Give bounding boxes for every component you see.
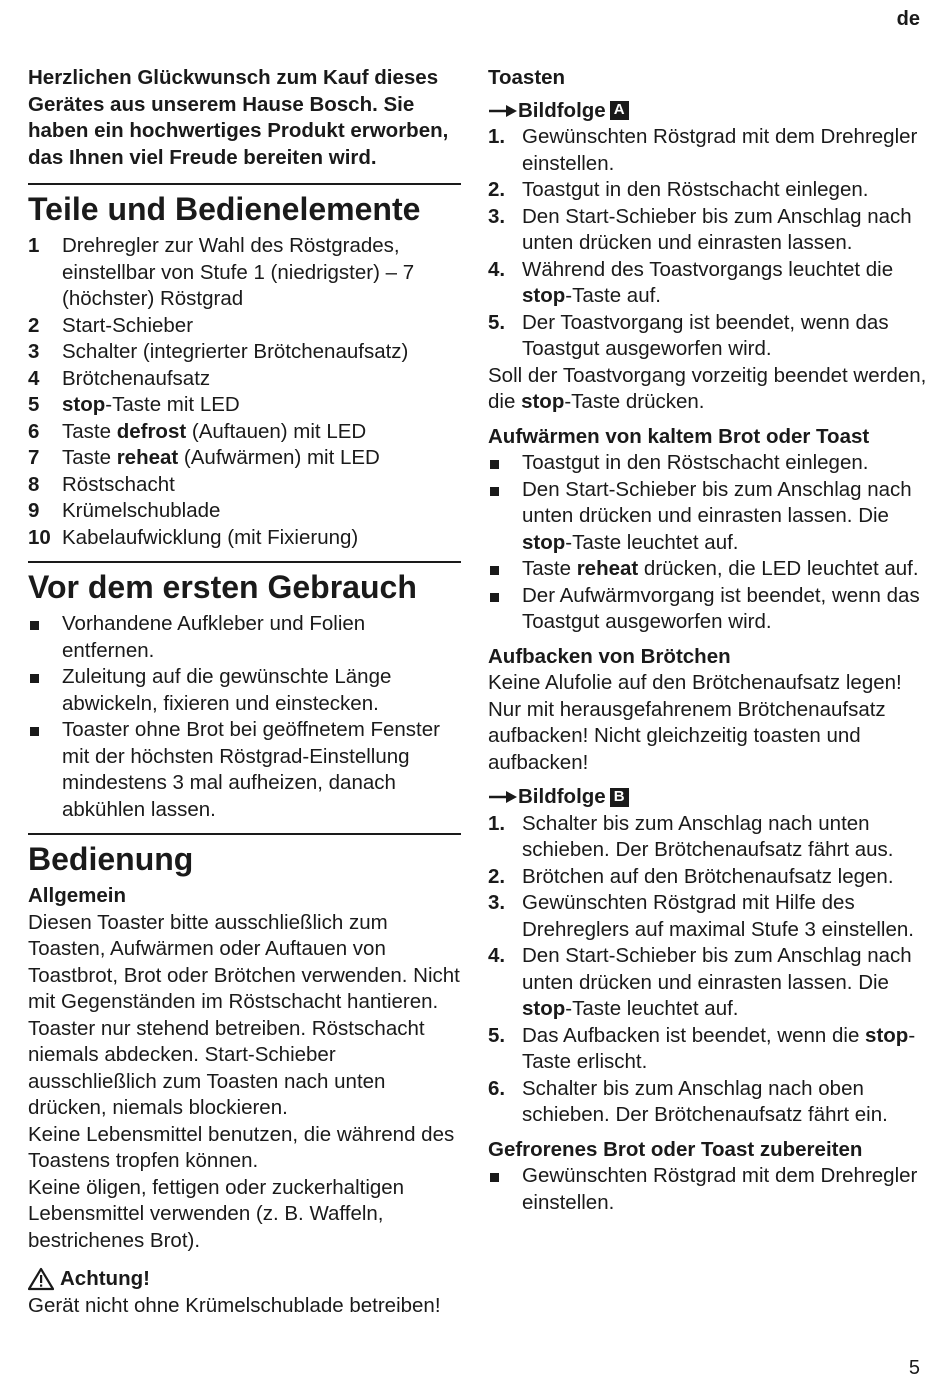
item-text: Kabelaufwicklung (mit Fixierung) (62, 525, 359, 549)
step-item (488, 257, 928, 310)
operation-title: Bedienung (28, 833, 461, 879)
frozen-list (488, 1163, 928, 1216)
step-number: 2. (488, 178, 506, 201)
item-text: Start-Schieber (62, 313, 194, 337)
step-item (488, 811, 928, 864)
general-heading: Allgemein (28, 884, 126, 907)
item-text: (Aufwärmen) mit LED (178, 446, 380, 469)
step-text: -Taste erlischt. (522, 1023, 916, 1073)
item-number: 3 (28, 340, 40, 363)
step-item (488, 1023, 928, 1076)
item-number: 7 (28, 446, 40, 469)
general-text: Keine öligen, fettigen oder zuckerhaltigen Lebensmittel verwenden (z. B. Waffeln, bestrichenes Brot). (28, 1175, 405, 1252)
bullet-icon (490, 487, 499, 496)
step-text: Brötchen auf den Brötchenaufsatz legen. (522, 864, 894, 888)
note-bold-text: stop (521, 390, 565, 413)
list-item (28, 498, 461, 525)
list-item (488, 1163, 928, 1216)
step-text: Das Aufbacken ist beendet, wenn die (522, 1023, 866, 1047)
rolls-steps (488, 811, 928, 1129)
item-text: (Auftauen) mit LED (186, 419, 367, 443)
item-text: Drehregler zur Wahl des Röstgrades, einstellbar von Stufe 1 (niedrigster) – 7 (höchster) Röstgrad (62, 234, 415, 310)
step-item (488, 310, 928, 363)
step-item (488, 177, 928, 204)
bildfolge-label: Bildfolge (518, 98, 606, 122)
frozen-heading: Gefrorenes Brot oder Toast zubereiten (488, 1137, 863, 1161)
item-text: Schalter (integrierter Brötchenaufsatz) (62, 340, 409, 363)
item-bold-text: stop (522, 530, 566, 554)
list-item (28, 339, 461, 366)
step-text: -Taste leuchtet auf. (565, 997, 739, 1020)
item-number: 2 (28, 313, 40, 337)
list-item (28, 366, 461, 393)
list-item (28, 717, 461, 823)
general-text: Diesen Toaster bitte ausschließlich zum Toasten, Aufwärmen oder Auftauen von Toastbrot, Brot oder Brötchen verwenden. Nicht mit Gegenständen im Röstschacht hantieren. Toaster nur stehend betreiben. Röstschacht niemals abdecken. Start-Schieber ausschließlich zum Toasten nach unten drücken, niemals blockieren. (28, 910, 460, 1119)
bullet-icon (30, 727, 39, 736)
list-item (28, 472, 461, 499)
toasting-note (488, 363, 928, 416)
list-item (488, 583, 928, 636)
parts-list (28, 233, 461, 551)
item-text: -Taste mit LED (105, 393, 240, 416)
bullet-icon (30, 674, 39, 683)
step-number: 6. (488, 1076, 506, 1100)
step-text: Gewünschten Röstgrad mit dem Drehregler einstellen. (522, 125, 918, 175)
item-text: Taste (522, 557, 577, 580)
step-text: Schalter bis zum Anschlag nach oben schieben. Der Brötchenaufsatz fährt ein. (522, 1076, 888, 1126)
step-text: Den Start-Schieber bis zum Anschlag nach unten drücken und einrasten lassen. Die (522, 944, 912, 994)
step-text: Der Toastvorgang ist beendet, wenn das Toastgut ausgeworfen wird. (522, 310, 889, 360)
item-text: Gewünschten Röstgrad mit dem Drehregler einstellen. (522, 1164, 918, 1214)
step-item (488, 124, 928, 177)
list-item (488, 450, 928, 477)
step-number: 1. (488, 811, 506, 835)
item-number: 10 (28, 525, 51, 549)
item-number: 1 (28, 234, 40, 257)
item-text: Vorhandene Aufkleber und Folien entfernen. (62, 612, 366, 662)
list-item (28, 664, 461, 717)
bullet-icon (490, 566, 499, 575)
list-item (28, 233, 461, 313)
reheat-list (488, 450, 928, 636)
item-bold-text: reheat (116, 446, 179, 469)
item-text: Toaster ohne Brot bei geöffnetem Fenster mit der höchsten Röstgrad-Einstellung mindestens 3 mal aufheizen, danach abkühlen lassen. (62, 718, 440, 821)
step-number: 5. (488, 310, 506, 334)
bildfolge-letter: A (610, 101, 629, 120)
step-number: 3. (488, 891, 506, 914)
item-bold-text: stop (62, 393, 106, 416)
arrow-right-icon (488, 789, 518, 805)
warning-text: Gerät nicht ohne Krümelschublade betreiben! (28, 1293, 441, 1317)
item-text: drücken, die LED leuchtet auf. (638, 557, 919, 580)
list-item (28, 525, 461, 552)
step-bold-text: stop (522, 997, 566, 1020)
step-item (488, 890, 928, 943)
list-item (488, 556, 928, 583)
toasting-heading: Toasten (488, 66, 566, 89)
rolls-text: Keine Alufolie auf den Brötchenaufsatz legen! Nur mit herausgefahrenem Brötchenaufsatz aufbacken! Nicht gleichzeitig toasten und aufbacken! (488, 671, 902, 774)
step-bold-text: stop (865, 1023, 909, 1047)
step-item (488, 864, 928, 891)
step-text: -Taste auf. (565, 284, 661, 307)
intro-text: Herzlichen Glückwunsch zum Kauf dieses Gerätes aus unserem Hause Bosch. Sie haben ein hochwertiges Produkt erworben, das Ihnen viel Freude bereiten wird. (28, 66, 449, 169)
step-text: Schalter bis zum Anschlag nach unten schieben. Der Brötchenaufsatz fährt aus. (522, 811, 894, 861)
rolls-heading: Aufbacken von Brötchen (488, 644, 731, 668)
list-item (28, 313, 461, 340)
list-item (488, 477, 928, 557)
item-number: 8 (28, 472, 40, 496)
item-text: Krümelschublade (62, 499, 221, 522)
toasting-steps (488, 124, 928, 363)
warning-label: Achtung! (60, 1267, 150, 1290)
item-bold-text: reheat (576, 557, 639, 580)
bildfolge-letter: B (610, 788, 629, 807)
list-item (28, 445, 461, 472)
step-number: 3. (488, 204, 506, 228)
bullet-icon (490, 460, 499, 469)
general-text: Keine Lebensmittel benutzen, die während des Toastens tropfen können. (28, 1122, 455, 1172)
step-number: 5. (488, 1023, 506, 1047)
arrow-right-icon (488, 103, 518, 119)
item-text: Der Aufwärmvorgang ist beendet, wenn das Toastgut ausgeworfen wird. (522, 583, 920, 633)
language-code: de (896, 8, 920, 30)
item-number: 5 (28, 393, 40, 416)
step-number: 4. (488, 257, 506, 281)
item-text: Zuleitung auf die gewünschte Länge abwickeln, fixieren und einstecken. (62, 665, 392, 715)
reheat-heading: Aufwärmen von kaltem Brot oder Toast (488, 424, 870, 448)
bullet-icon (30, 621, 39, 630)
step-item (488, 943, 928, 1023)
step-text: Während des Toastvorgangs leuchtet die (522, 257, 894, 281)
item-number: 6 (28, 419, 40, 443)
bullet-icon (490, 1173, 499, 1182)
item-number: 4 (28, 366, 40, 390)
bildfolge-a (488, 98, 928, 125)
step-bold-text: stop (522, 284, 566, 307)
step-number: 4. (488, 944, 506, 967)
warning-icon (28, 1267, 54, 1291)
item-text: Den Start-Schieber bis zum Anschlag nach unten drücken und einrasten lassen. Die (522, 477, 912, 527)
list-item (28, 419, 461, 446)
first-use-title: Vor dem ersten Gebrauch (28, 561, 461, 607)
bullet-icon (490, 593, 499, 602)
item-text: -Taste leuchtet auf. (565, 530, 739, 554)
step-text: Gewünschten Röstgrad mit Hilfe des Drehreglers auf maximal Stufe 3 einstellen. (522, 891, 914, 941)
list-item (28, 392, 461, 419)
item-text: Brötchenaufsatz (62, 366, 211, 390)
item-text: Taste (62, 419, 117, 443)
item-bold-text: defrost (116, 419, 187, 443)
step-number: 2. (488, 864, 506, 888)
bildfolge-label: Bildfolge (518, 785, 606, 808)
item-text: Röstschacht (62, 472, 175, 496)
step-item (488, 204, 928, 257)
warning (28, 1266, 461, 1293)
list-item (28, 611, 461, 664)
note-text: Soll der Toastvorgang vorzeitig beendet werden, die (488, 363, 927, 413)
item-text: Toastgut in den Röstschacht einlegen. (522, 451, 869, 474)
step-text: Den Start-Schieber bis zum Anschlag nach unten drücken und einrasten lassen. (522, 204, 912, 254)
note-text: -Taste drücken. (564, 390, 705, 413)
bildfolge-b (488, 784, 928, 811)
parts-title: Teile und Bedienelemente (28, 183, 461, 229)
first-use-list (28, 611, 461, 823)
step-text: Toastgut in den Röstschacht einlegen. (522, 178, 869, 201)
left-column (28, 65, 461, 1319)
step-number: 1. (488, 125, 506, 148)
page-number: 5 (908, 1357, 920, 1379)
step-item (488, 1076, 928, 1129)
item-text: Taste (62, 446, 117, 469)
item-number: 9 (28, 499, 40, 522)
right-column (488, 65, 928, 1216)
